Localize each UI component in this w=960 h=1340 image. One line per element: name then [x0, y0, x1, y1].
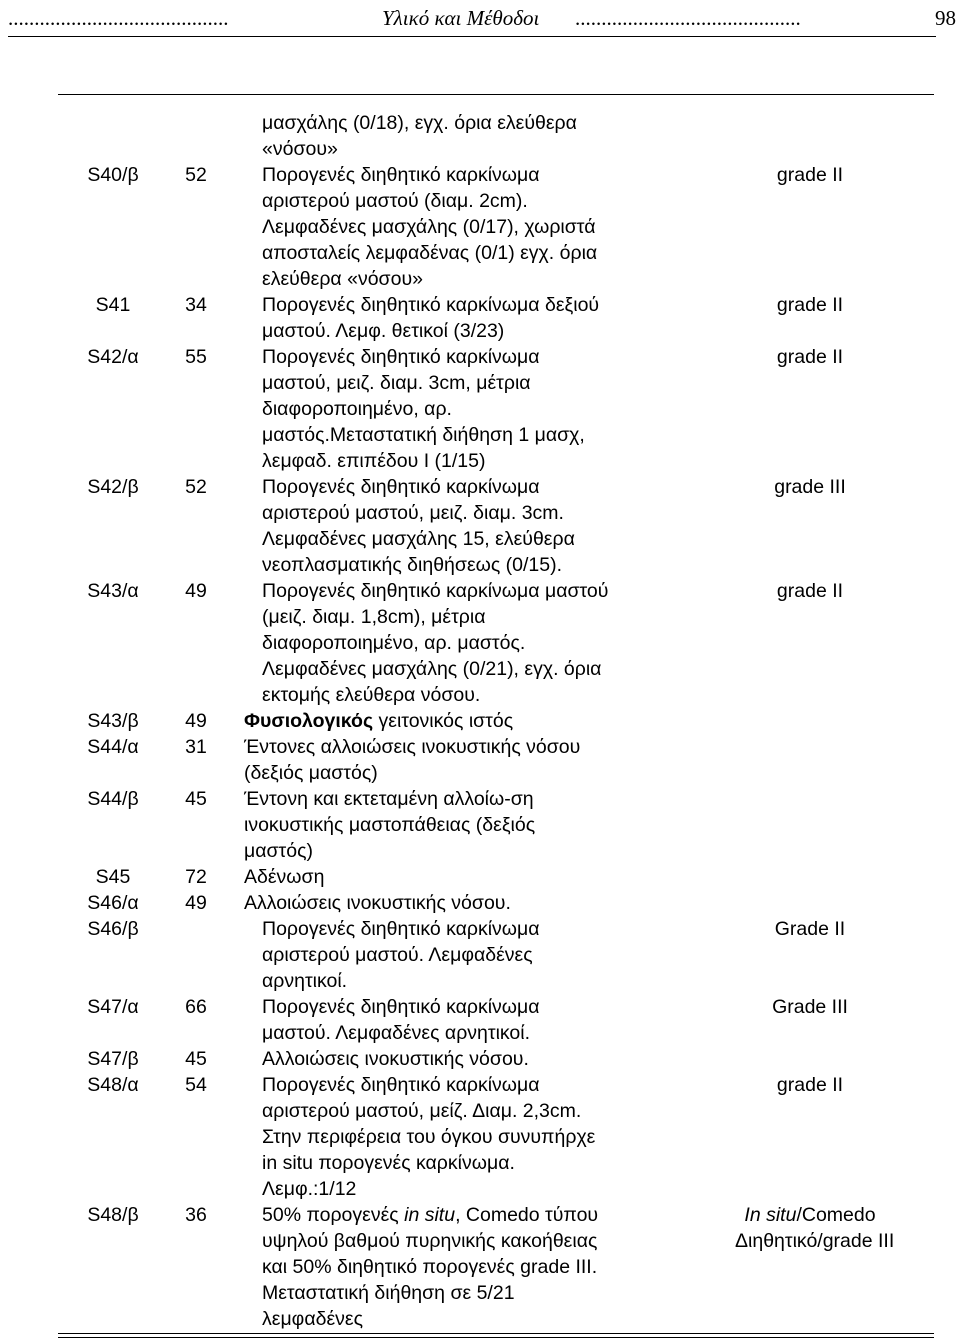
table-row — [0, 708, 960, 734]
diagnosis-line: μαστός) — [244, 840, 313, 862]
diagnosis-line: αρνητικοί. — [262, 970, 348, 992]
diagnosis-line: Πορογενές διηθητικό καρκίνωμα — [262, 164, 540, 186]
sample-id: S44/β — [87, 788, 139, 810]
sample-id: S46/α — [87, 892, 139, 914]
diagnosis-line: Λεμφαδένες μασχάλης 15, ελεύθερα — [262, 528, 575, 550]
diagnosis-line: ινοκυστικής μαστοπάθειας (δεξιός — [244, 814, 536, 836]
diagnosis-text: γειτονικός ιστός — [373, 710, 514, 732]
patient-age: 45 — [185, 1048, 207, 1070]
sample-id: S46/β — [87, 918, 139, 940]
tumor-grade — [735, 1202, 885, 1228]
patient-age: 54 — [185, 1074, 207, 1096]
table-row — [0, 292, 960, 344]
header-title: Υλικό και Μέθοδοι — [382, 6, 540, 30]
sample-id: S40/β — [87, 164, 139, 186]
diagnosis-line: μασχάλης (0/18), εγχ. όρια ελεύθερα — [262, 112, 577, 134]
diagnosis-line: Πορογενές διηθητικό καρκίνωμα — [262, 918, 540, 940]
sample-id: S41 — [95, 294, 131, 316]
diagnosis-line: διαφοροποιημένο, αρ. μαστός. — [262, 632, 526, 654]
diagnosis-line: εκτομής ελεύθερα νόσου. — [262, 684, 481, 706]
diagnosis-line: νεοπλασματικής διηθήσεως (0/15). — [262, 554, 563, 576]
diagnosis-line: Λεμφαδένες μασχάλης (0/17), χωριστά — [262, 216, 596, 238]
sample-id: S44/α — [87, 736, 139, 758]
table-row — [0, 1072, 960, 1202]
diagnosis-line: και 50% διηθητικό πορογενές grade III. — [262, 1256, 598, 1278]
table-row — [0, 1202, 960, 1332]
diagnosis-line: μαστού. Λεμφαδένες αρνητικοί. — [262, 1022, 531, 1044]
sample-id: S45 — [95, 866, 131, 888]
page-number: 98 — [935, 6, 956, 30]
diagnosis-line: Αλλοιώσεις ινοκυστικής νόσου. — [244, 892, 511, 914]
diagnosis-line: μαστού, μειζ. διαμ. 3cm, μέτρια — [262, 372, 531, 394]
diagnosis-bold-word: Φυσιολογικός — [244, 710, 374, 732]
patient-age: 72 — [185, 866, 207, 888]
header-dots-left: .......................................... — [8, 6, 229, 30]
diagnosis-line: αριστερού μαστού (διαμ. 2cm). — [262, 190, 528, 212]
diagnosis-line: Έντονες αλλοιώσεις ινοκυστικής νόσου — [244, 736, 581, 758]
diagnosis-line: Πορογενές διηθητικό καρκίνωμα δεξιού — [262, 294, 600, 316]
diagnosis-line — [262, 1202, 598, 1228]
diagnosis-line: λεμφαδένες — [262, 1308, 363, 1330]
diagnosis-line: in situ πορογενές καρκίνωμα. — [262, 1152, 515, 1174]
diagnosis-line: «νόσου» — [262, 138, 338, 160]
diagnosis-text: 50% πορογενές — [262, 1204, 405, 1226]
diagnosis-line: Πορογενές διηθητικό καρκίνωμα — [262, 996, 540, 1018]
diagnosis-line: (δεξιός μαστός) — [244, 762, 378, 784]
diagnosis-line: αποσταλείς λεμφαδένας (0/1) εγχ. όρια — [262, 242, 598, 264]
diagnosis-line: αριστερού μαστού, μείζ. Διαμ. 2,3cm. — [262, 1100, 582, 1122]
tumor-grade: grade II — [776, 580, 844, 602]
page-header — [0, 2, 960, 32]
table-row — [0, 474, 960, 578]
patient-age: 49 — [185, 580, 207, 602]
sample-id: S43/β — [87, 710, 139, 732]
tumor-grade: Grade II — [774, 918, 846, 940]
diagnosis-line: Αδένωση — [244, 866, 325, 888]
patient-age: 55 — [185, 346, 207, 368]
table-row — [0, 890, 960, 916]
table-row — [0, 344, 960, 474]
tumor-grade: grade II — [776, 1074, 844, 1096]
table-row — [0, 578, 960, 708]
diagnosis-line: Αλλοιώσεις ινοκυστικής νόσου. — [262, 1048, 529, 1070]
header-dots-right: ........................................... — [575, 6, 801, 30]
diagnosis-line: Πορογενές διηθητικό καρκίνωμα — [262, 1074, 540, 1096]
diagnosis-line: Λεμφ.:1/12 — [262, 1178, 357, 1200]
patient-age: 49 — [185, 892, 207, 914]
diagnosis-line: Μεταστατική διήθηση σε 5/21 — [262, 1282, 515, 1304]
diagnosis-line: μαστού. Λεμφ. θετικοί (3/23) — [262, 320, 505, 342]
grade-text: /Comedo — [796, 1204, 876, 1226]
tumor-grade-line2: Διηθητικό/grade III — [735, 1230, 895, 1252]
patient-age: 36 — [185, 1204, 207, 1226]
table-bottom-rule-double — [58, 1337, 934, 1338]
patient-age: 66 — [185, 996, 207, 1018]
patient-age: 45 — [185, 788, 207, 810]
table-row — [0, 994, 960, 1046]
table-row — [0, 916, 960, 994]
tumor-grade: grade II — [776, 164, 844, 186]
table-row — [0, 786, 960, 864]
table-row — [0, 110, 960, 162]
sample-id: S42/β — [87, 476, 139, 498]
diagnosis-line: Πορογενές διηθητικό καρκίνωμα — [262, 346, 540, 368]
table-row — [0, 734, 960, 786]
diagnosis-line — [244, 708, 513, 734]
diagnosis-line: (μειζ. διαμ. 1,8cm), μέτρια — [262, 606, 486, 628]
tumor-grade: grade II — [776, 294, 844, 316]
diagnosis-line: ελεύθερα «νόσου» — [262, 268, 423, 290]
patient-age: 34 — [185, 294, 207, 316]
grade-italic: In situ — [744, 1204, 797, 1226]
diagnosis-line: Πορογενές διηθητικό καρκίνωμα μαστού — [262, 580, 609, 602]
diagnosis-line: μαστός.Μεταστατική διήθηση 1 μασχ, — [262, 424, 585, 446]
diagnosis-line: Έντονη και εκτεταμένη αλλοίω-ση — [244, 788, 534, 810]
patient-age: 31 — [185, 736, 207, 758]
sample-id: S47/β — [87, 1048, 139, 1070]
table-row — [0, 162, 960, 292]
diagnosis-line: αριστερού μαστού. Λεμφαδένες — [262, 944, 533, 966]
table-bottom-rule — [58, 1333, 934, 1334]
diagnosis-line: αριστερού μαστού, μειζ. διαμ. 3cm. — [262, 502, 564, 524]
tumor-grade: grade II — [776, 346, 844, 368]
sample-id: S43/α — [87, 580, 139, 602]
table-row — [0, 1046, 960, 1072]
diagnosis-line: Στην περιφέρεια του όγκου συνυπήρχε — [262, 1126, 596, 1148]
sample-id: S47/α — [87, 996, 139, 1018]
header-rule — [8, 36, 936, 37]
diagnosis-text: , Comedo τύπου — [455, 1204, 599, 1226]
patient-age: 52 — [185, 164, 207, 186]
diagnosis-line: λεμφαδ. επιπέδου Ι (1/15) — [262, 450, 486, 472]
sample-id: S48/β — [87, 1204, 139, 1226]
diagnosis-line: Πορογενές διηθητικό καρκίνωμα — [262, 476, 540, 498]
diagnosis-italic: in situ — [404, 1204, 456, 1226]
patient-age: 52 — [185, 476, 207, 498]
sample-id: S42/α — [87, 346, 139, 368]
tumor-grade: Grade III — [772, 996, 848, 1018]
sample-id: S48/α — [87, 1074, 139, 1096]
tumor-grade: grade III — [774, 476, 846, 498]
diagnosis-line: υψηλού βαθμού πυρηνικής κακοήθειας — [262, 1230, 598, 1252]
diagnosis-line: Λεμφαδένες μασχάλης (0/21), εγχ. όρια — [262, 658, 602, 680]
diagnosis-line: διαφοροποιημένο, αρ. — [262, 398, 452, 420]
patient-age: 49 — [185, 710, 207, 732]
table-row — [0, 864, 960, 890]
table-top-rule — [58, 94, 934, 95]
